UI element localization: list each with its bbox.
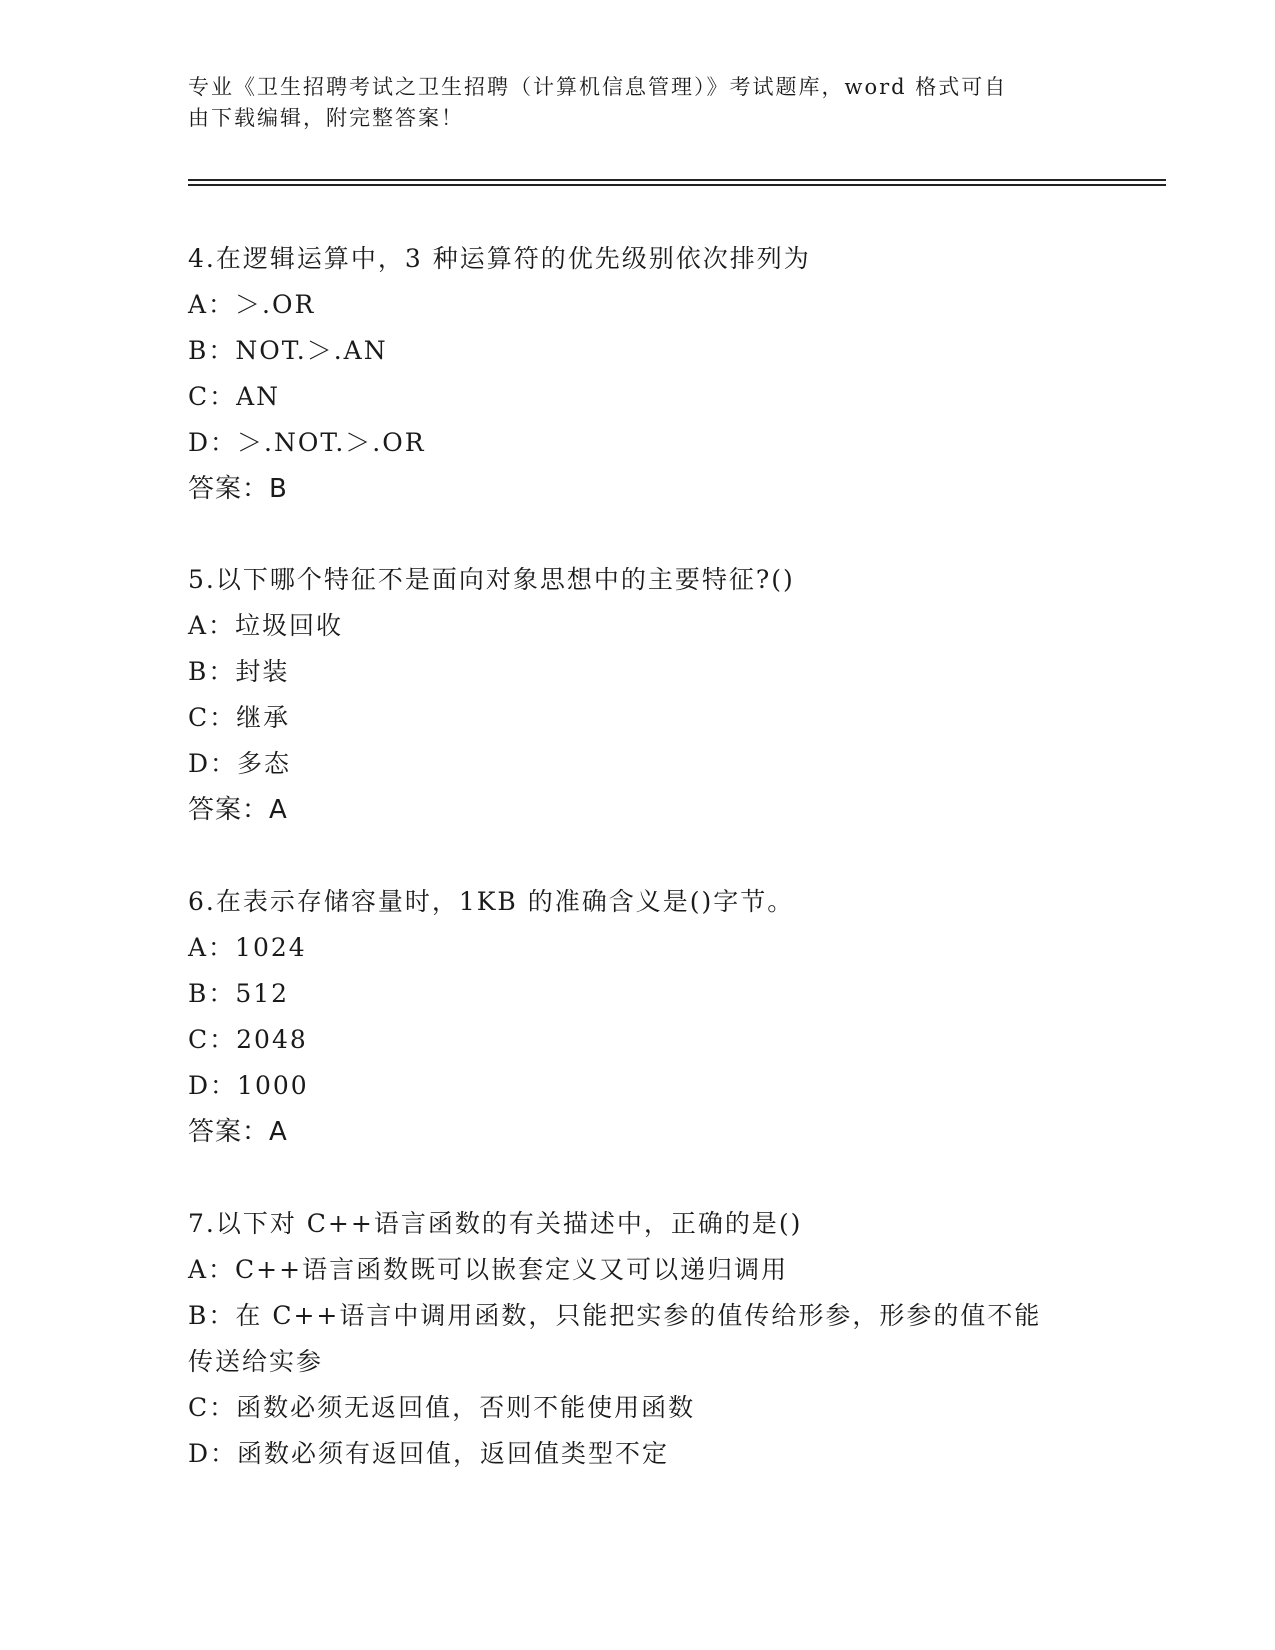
- header-divider-bottom: [188, 184, 1166, 186]
- answer-value: A: [269, 795, 288, 825]
- question-title: 7.以下对 C++语言函数的有关描述中，正确的是(): [188, 1209, 803, 1238]
- option-d: D：＞.NOT.＞.OR: [188, 428, 426, 457]
- answer-line: [188, 1109, 1088, 1155]
- answer-value: A: [269, 1117, 288, 1147]
- option-b: B：在 C++语言中调用函数，只能把实参的值传给形参，形参的值不能传送给实参: [188, 1301, 1042, 1376]
- question-7: [188, 1201, 1088, 1477]
- answer-value: B: [269, 474, 288, 504]
- question-5: [188, 557, 1088, 833]
- document-header: [188, 72, 1068, 134]
- option-b: B：512: [188, 979, 290, 1008]
- header-line-2: 由下载编辑，附完整答案！: [188, 106, 464, 130]
- question-title: 4.在逻辑运算中，3 种运算符的优先级别依次排列为: [188, 244, 811, 273]
- option-a: A：C++语言函数既可以嵌套定义又可以递归调用: [188, 1255, 789, 1284]
- option-d: D：函数必须有返回值，返回值类型不定: [188, 1439, 670, 1468]
- answer-line: [188, 787, 1088, 833]
- question-title: 6.在表示存储容量时，1KB 的准确含义是()字节。: [188, 887, 795, 916]
- question-4: [188, 236, 1088, 512]
- answer-label: 答案：: [188, 474, 270, 504]
- option-c: C：2048: [188, 1025, 308, 1054]
- question-title: 5.以下哪个特征不是面向对象思想中的主要特征?(): [188, 565, 795, 594]
- question-6: [188, 879, 1088, 1155]
- option-c: C：继承: [188, 703, 291, 732]
- option-c: C：函数必须无返回值，否则不能使用函数: [188, 1393, 696, 1422]
- header-line-1: 专业《卫生招聘考试之卫生招聘（计算机信息管理）》考试题库，word 格式可自: [188, 75, 1008, 99]
- header-divider-top: [188, 179, 1166, 181]
- option-a: A：1024: [188, 933, 307, 962]
- option-d: D：多态: [188, 749, 292, 778]
- option-a: A：＞.OR: [188, 290, 316, 319]
- option-c: C：AN: [188, 382, 281, 411]
- option-a: A：垃圾回收: [188, 611, 344, 640]
- option-b: B：NOT.＞.AN: [188, 336, 388, 365]
- answer-line: [188, 466, 1088, 512]
- answer-label: 答案：: [188, 1117, 270, 1147]
- option-d: D：1000: [188, 1071, 309, 1100]
- answer-label: 答案：: [188, 795, 270, 825]
- option-b: B：封装: [188, 657, 290, 686]
